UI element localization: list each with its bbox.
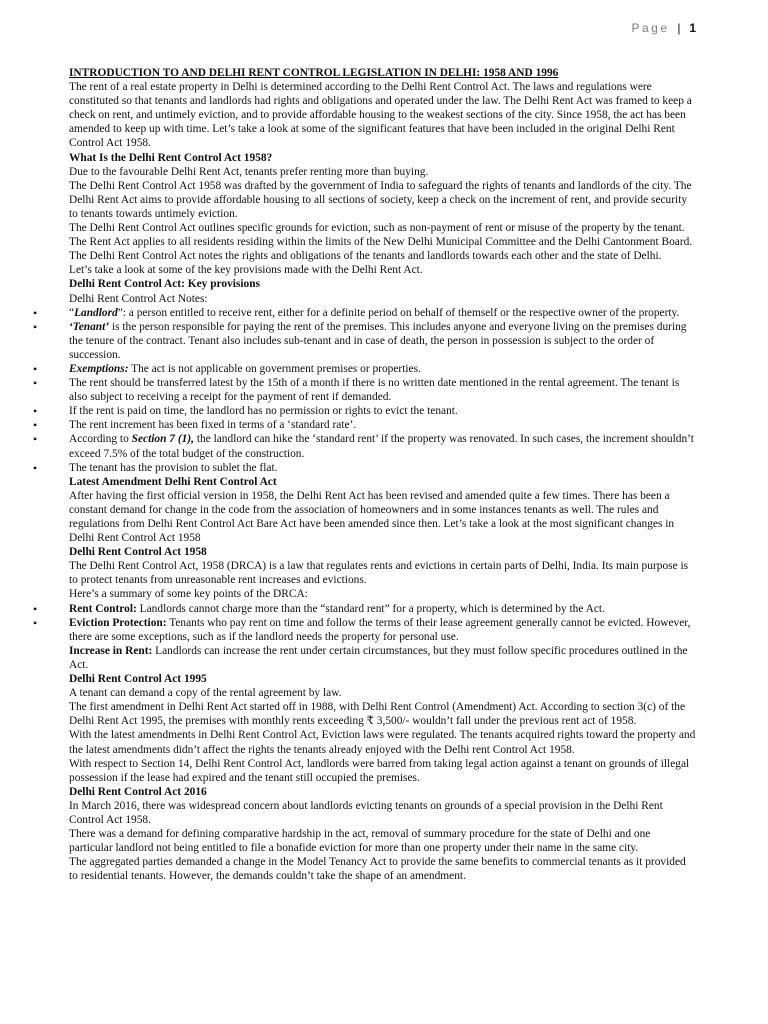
- list-item: • The rent should be transferred latest by the 15th of a month if there is no written date mentioned in the rental agreement. The tenant is also subject to receiving a receipt for the payment of rent if demanded.: [69, 376, 696, 404]
- paragraph: Let’s take a look at some of the key provisions made with the Delhi Rent Act.: [69, 264, 423, 277]
- list-item: • The tenant has the provision to sublet the flat. Latest Amendment Delhi Rent Control Act: [69, 461, 696, 489]
- list-item: • Exemptions: The act is not applicable on government premises or properties.: [69, 362, 696, 376]
- page-separator: |: [677, 21, 681, 35]
- heading-act-1958: Delhi Rent Control Act 1958: [69, 546, 207, 559]
- paragraph: With respect to Section 14, Delhi Rent Control Act, landlords were barred from taking legal action against a tenant on grounds of illegal possession if the lease had expired and the tenant still occupied the premises.: [69, 757, 690, 784]
- list-item: • “Landlord”: a person entitled to receive rent, either for a definite period on behalf of themself or the respective owner of the property.: [69, 306, 696, 320]
- list-item: • If the rent is paid on time, the landlord has no permission or rights to evict the tenant.: [69, 404, 696, 418]
- drca-points-list: [69, 602, 696, 644]
- paragraph: There was a demand for defining comparative hardship in the act, removal of summary procedure for the state of Delhi and one particular landlord not being entitled to file a bonafide eviction for more than one property under their name in the same city.: [69, 828, 651, 855]
- heading-what-is: What Is the Delhi Rent Control Act 1958?: [69, 151, 273, 164]
- key-provisions-list: [69, 306, 696, 489]
- term-landlord: Landlord: [74, 306, 118, 319]
- term-tenant: ‘Tenant’: [69, 320, 110, 333]
- paragraph: The aggregated parties demanded a change in the Model Tenancy Act to provide the same benefits to commercial tenants as it provided to residential tenants. However, the demands couldn’t take the shape of an amendment.: [69, 856, 686, 883]
- intro-paragraph: The rent of a real estate property in Delhi is determined according to the Delhi Rent Control Act. The laws and regulations were constituted so that tenants and landlords had rights and obligations and operated under the law. The Delhi Rent Act was framed to keep a check on rent, and untimely eviction, and to provide affordable housing to the weakest sections of the city. Since 1958, the act has been amended to keep up with time. Let’s take a look at some of the significant features that have been included in the original Delhi Rent Control Act 1958.: [69, 81, 692, 150]
- list-item: • According to Section 7 (1), the landlord can hike the ‘standard rent’ if the property was renovated. In such cases, the increment shouldn’t exceed 7.5% of the total budget of the construction.: [69, 432, 696, 460]
- paragraph: In March 2016, there was widespread concern about landlords evicting tenants on grounds of a special provision in the Delhi Rent Control Act 1958.: [69, 799, 663, 826]
- page-number: 1: [689, 21, 696, 35]
- term-section-7: Section 7 (1),: [131, 433, 194, 446]
- heading-key-provisions: Delhi Rent Control Act: Key provisions: [69, 278, 261, 291]
- document-title: INTRODUCTION TO AND DELHI RENT CONTROL LEGISLATION IN DELHI: 1958 AND 1996: [69, 67, 559, 79]
- heading-act-2016: Delhi Rent Control Act 2016: [69, 785, 207, 798]
- paragraph: The Delhi Rent Control Act 1958 was drafted by the government of India to safeguard the rights of tenants and landlords of the city. The Delhi Rent Act aims to provide affordable housing to all sections of society, keep a check on the increment of rent, and provide security to tenants towards untimely eviction.: [69, 179, 692, 220]
- paragraph: With the latest amendments in Delhi Rent Control Act, Eviction laws were regulated. The tenants acquired rights toward the property and the latest amendments didn’t affect the rights the tenants already enjoyed with the Delhi rent Control Act 1958.: [69, 729, 696, 756]
- list-item: • The rent increment has been fixed in terms of a ‘standard rate’.: [69, 418, 696, 432]
- term-increase-in-rent: Increase in Rent:: [69, 644, 153, 657]
- paragraph: Due to the favourable Delhi Rent Act, tenants prefer renting more than buying.: [69, 165, 429, 178]
- page-label: Page: [631, 21, 670, 35]
- term-rent-control: Rent Control:: [69, 602, 137, 615]
- list-item: • ‘Tenant’ is the person responsible for paying the rent of the premises. This includes anyone and everyone living on the premises during the tenure of the contract. Tenant also includes sub-tenant and in case of death, the person in possession is subject to the order of succession.: [69, 320, 696, 362]
- paragraph: The first amendment in Delhi Rent Act started off in 1988, with Delhi Rent Control (Amendment) Act. According to section 3(c) of the Delhi Rent Act 1995, the premises with monthly rents exceeding ₹ 3,500/- wouldn’t fall under the previous rent act of 1958.: [69, 701, 686, 728]
- heading-latest-amendment: Latest Amendment Delhi Rent Control Act: [69, 475, 277, 488]
- term-exemptions: Exemptions:: [69, 362, 129, 375]
- paragraph: Delhi Rent Control Act Notes:: [69, 292, 208, 305]
- paragraph: The Delhi Rent Control Act outlines specific grounds for eviction, such as non-payment of rent or misuse of the property by the tenant. The Rent Act applies to all residents residing within the limits of the New Delhi Municipal Committee and the Delhi Cantonment Board. The Delhi Rent Control Act notes the rights and obligations of the tenants and landlords towards each other and the state of Delhi.: [69, 222, 693, 263]
- paragraph: After having the first official version in 1958, the Delhi Rent Act has been revised and amended quite a few times. There has been a constant demand for change in the code from the association of homeowners and in some instances tenants as well. The rules and regulations from Delhi Rent Control Act Bare Act have been amended since then. Let’s take a look at the most significant changes in Delhi Rent Control Act 1958: [69, 489, 675, 545]
- paragraph: Here’s a summary of some key points of the DRCA:: [69, 588, 308, 601]
- paragraph: Increase in Rent: Landlords can increase the rent under certain circumstances, but they must follow specific procedures outlined in the Act.: [69, 644, 688, 671]
- page-number-header: [631, 21, 696, 35]
- list-item: • Eviction Protection: Tenants who pay rent on time and follow the terms of their lease agreement generally cannot be evicted. However, there are some exceptions, such as if the landlord needs the property for personal use.: [69, 616, 696, 644]
- term-eviction-protection: Eviction Protection:: [69, 616, 167, 629]
- list-item: • Rent Control: Landlords cannot charge more than the “standard rent” for a property, which is determined by the Act.: [69, 602, 696, 616]
- paragraph: The Delhi Rent Control Act, 1958 (DRCA) is a law that regulates rents and evictions in certain parts of Delhi, India. Its main purpose is to protect tenants from unreasonable rent increases and evictions.: [69, 560, 689, 587]
- heading-act-1995: Delhi Rent Control Act 1995: [69, 673, 207, 686]
- paragraph: A tenant can demand a copy of the rental agreement by law.: [69, 687, 342, 700]
- document-body: [69, 66, 696, 883]
